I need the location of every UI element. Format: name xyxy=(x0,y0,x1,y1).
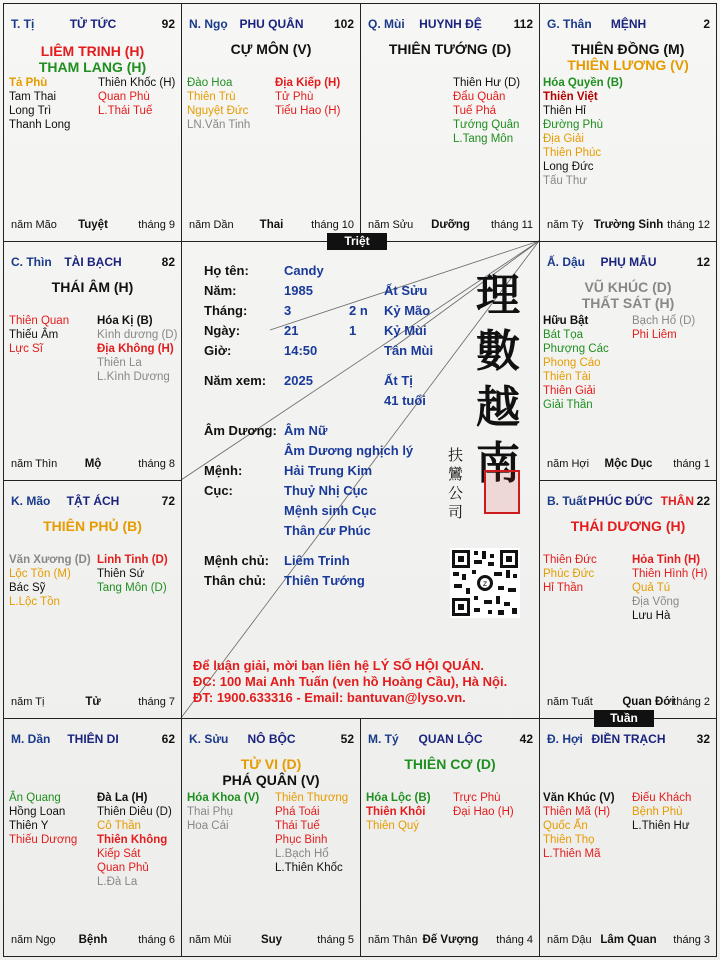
star: Phá Toái xyxy=(275,806,320,818)
palace-number: 82 xyxy=(161,255,175,269)
star: Thiên Tài xyxy=(543,371,591,383)
glyph: 越 xyxy=(476,382,520,433)
star: Thiên Thương xyxy=(275,792,349,804)
star: L.Tang Môn xyxy=(453,133,514,145)
star: Thiên Hình (H) xyxy=(632,568,708,580)
hour-label: Giờ: xyxy=(204,343,232,358)
star: Hoa Cái xyxy=(187,820,229,832)
star: Thiên La xyxy=(97,357,142,369)
star: Thiên Đức xyxy=(543,554,597,566)
can-chi: Đ. Hợi xyxy=(547,732,583,746)
star: Giải Thần xyxy=(543,399,593,411)
palace-hoi[interactable] xyxy=(539,718,717,957)
star: Kình dương (D) xyxy=(97,329,178,341)
star: Quan Phủ xyxy=(97,862,149,874)
palace-mui[interactable] xyxy=(360,3,540,242)
cuc-value-3: Thân cư Phúc xyxy=(284,523,371,538)
footer-year: năm Thìn xyxy=(11,458,58,470)
footer-stage: Tử xyxy=(85,696,101,708)
footer-month: tháng 7 xyxy=(138,696,175,708)
star: Tuế Phá xyxy=(453,105,497,117)
main-star: THẤT SÁT (H) xyxy=(581,295,675,311)
can-chi: M. Dần xyxy=(11,732,51,746)
footer-stage: Suy xyxy=(260,934,283,946)
star: Nguyệt Đức xyxy=(187,105,249,117)
star: Thiên Giải xyxy=(543,385,596,397)
star: Ân Quang xyxy=(9,792,61,804)
main-star: THIÊN ĐỒNG (M) xyxy=(571,41,685,57)
star: Địa Giải xyxy=(543,133,584,145)
star: L.Thái Tuế xyxy=(98,105,153,117)
thanchu-value: Thiên Tướng xyxy=(284,573,365,588)
palace-name: ĐIỀN TRẠCH xyxy=(591,732,666,746)
footer-stage: Tuyệt xyxy=(78,219,108,231)
palace-name: PHỤ MẪU xyxy=(600,255,657,269)
palace-name: MỆNH xyxy=(610,17,647,31)
palace-number: 2 xyxy=(703,17,710,31)
footer-month: tháng 11 xyxy=(490,219,533,231)
palace-than[interactable] xyxy=(539,3,717,242)
footer-stage: Đế Vượng xyxy=(422,934,479,946)
palace-number: 32 xyxy=(696,732,710,746)
hour-value: 14:50 xyxy=(284,343,318,358)
year-canchi: Ất Sửu xyxy=(384,283,428,298)
star: Lưu Hà xyxy=(632,610,671,622)
palace-number: 102 xyxy=(333,17,354,31)
name-label: Họ tên: xyxy=(204,263,249,278)
amduong-value-2: Âm Dương nghịch lý xyxy=(284,443,414,458)
year-label: Năm: xyxy=(204,283,237,298)
star: Thiên Sứ xyxy=(97,568,145,580)
menhchu-value: Liêm Trinh xyxy=(284,553,350,568)
star: Thiên Khốc (H) xyxy=(98,77,176,89)
star: Đào Hoa xyxy=(187,77,233,89)
star: Thiếu Âm xyxy=(9,329,59,341)
star: Hóa Lộc (B) xyxy=(366,792,431,804)
footer-month: tháng 10 xyxy=(311,219,354,231)
star: Thiên Quý xyxy=(366,820,420,832)
star: Bạch Hổ (D) xyxy=(632,315,696,327)
star: Địa Kiếp (H) xyxy=(275,77,341,89)
month-value: 3 xyxy=(284,303,292,318)
tuan-tag: Tuần xyxy=(594,710,654,727)
star: Đường Phù xyxy=(543,119,603,131)
qr-code xyxy=(450,548,520,618)
footer-year: năm Tý xyxy=(547,219,584,231)
star: Thiên Việt xyxy=(543,91,598,103)
footer-year: năm Dần xyxy=(189,219,234,231)
star: Phúc Đức xyxy=(543,568,595,580)
star: Linh Tinh (D) xyxy=(97,554,168,566)
palace-ty[interactable] xyxy=(3,3,182,242)
footer-month: tháng 8 xyxy=(138,458,175,470)
star: Long Trì xyxy=(9,105,52,117)
star: Phượng Các xyxy=(543,343,609,355)
star: Hữu Bật xyxy=(543,315,589,327)
star: Địa Võng xyxy=(632,596,680,608)
contact-line-1: Để luận giải, mời bạn liên hệ LÝ SỐ HỘI QUÁN. xyxy=(193,658,484,673)
palace-name: NÔ BỘC xyxy=(247,732,296,746)
star: Thiếu Dương xyxy=(9,834,78,846)
palace-number: 22 xyxy=(696,494,710,508)
footer-month: tháng 4 xyxy=(496,934,533,946)
footer-month: tháng 5 xyxy=(317,934,354,946)
calligraphy xyxy=(470,268,526,492)
star: Thiên Khôi xyxy=(366,806,426,818)
thanchu-label: Thân chủ: xyxy=(204,573,267,588)
triet-tag: Triệt xyxy=(327,233,387,250)
star: Tướng Quân xyxy=(453,119,520,131)
can-chi: Q. Mùi xyxy=(368,17,405,31)
star: Bác Sỹ xyxy=(9,582,46,594)
star: Hỏa Tinh (H) xyxy=(632,554,701,566)
day-extra: 1 xyxy=(349,323,357,338)
menh-label: Mệnh: xyxy=(204,463,243,478)
footer-year: năm Mão xyxy=(11,219,57,231)
star: L.Bạch Hổ xyxy=(275,848,329,860)
palace-number: 12 xyxy=(696,255,710,269)
contact-address: ĐC: 100 Mai Anh Tuấn (ven hồ Hoàng Cầu), Hà Nội. xyxy=(193,674,508,689)
star: L.Đà La xyxy=(97,876,138,888)
can-chi: B. Tuất xyxy=(547,494,587,508)
star: Tử Phù xyxy=(275,91,314,103)
footer-stage: Bệnh xyxy=(78,934,108,946)
can-chi: K. Sửu xyxy=(189,732,229,746)
palace-name: TÀI BẠCH xyxy=(64,255,122,269)
footer-year: năm Thân xyxy=(368,934,418,946)
palace-name: PHÚC ĐỨC xyxy=(588,494,653,508)
star: L.Thiên Khốc xyxy=(275,862,343,874)
palace-name: TỬ TỨC xyxy=(69,17,117,31)
main-star: THIÊN CƠ (D) xyxy=(404,756,496,772)
star: Thái Tuế xyxy=(275,820,320,832)
palace-dan[interactable] xyxy=(3,718,182,957)
footer-stage: Thai xyxy=(259,219,284,231)
star: Lộc Tồn (M) xyxy=(9,568,71,580)
contact-phone-email: ĐT: 1900.633316 - Email: bantuvan@lyso.vn. xyxy=(193,690,466,705)
month-label: Tháng: xyxy=(204,303,248,318)
cuc-value: Thuỷ Nhị Cục xyxy=(284,483,368,498)
star: Tả Phù xyxy=(9,77,48,89)
main-star: LIÊM TRINH (H) xyxy=(40,43,145,59)
palace-number: 112 xyxy=(513,17,533,31)
palace-number: 42 xyxy=(519,732,533,746)
seal-text: 扶鸞公司 xyxy=(448,446,464,521)
star: Thiên Phúc xyxy=(543,147,602,159)
footer-year: năm Tuất xyxy=(547,696,593,708)
star: Thiên Hư (D) xyxy=(453,77,521,89)
day-value: 21 xyxy=(284,323,299,338)
star: Hóa Quyền (B) xyxy=(543,77,623,89)
footer-stage: Quan Đới xyxy=(622,696,675,708)
menh-value: Hải Trung Kim xyxy=(284,463,373,478)
palace-number: 92 xyxy=(161,17,175,31)
star: Long Đức xyxy=(543,161,594,173)
year-value: 1985 xyxy=(284,283,313,298)
main-star: THÁI DƯƠNG (H) xyxy=(570,518,686,534)
palace-ty2[interactable] xyxy=(360,718,540,957)
palace-suu[interactable] xyxy=(181,718,361,957)
footer-year: năm Tị xyxy=(11,696,45,708)
footer-stage: Mộc Dục xyxy=(604,458,653,470)
star: Tam Thai xyxy=(9,91,57,103)
star: Thanh Long xyxy=(9,119,71,131)
star: Tang Môn (D) xyxy=(97,582,167,594)
age: 41 tuổi xyxy=(384,393,426,408)
palace-name: THIÊN DI xyxy=(67,732,119,746)
footer-month: tháng 2 xyxy=(673,696,710,708)
name-value: Candy xyxy=(284,263,324,278)
can-chi: T. Tị xyxy=(11,17,35,31)
footer-month: tháng 1 xyxy=(673,458,710,470)
star: Đẩu Quân xyxy=(453,91,506,103)
star: Thiên Diêu (D) xyxy=(97,806,172,818)
star: Quốc Ấn xyxy=(543,820,588,832)
palace-name: HUYNH ĐỆ xyxy=(419,17,482,31)
menhchu-label: Mệnh chủ: xyxy=(204,553,269,568)
footer-month: tháng 3 xyxy=(673,934,710,946)
footer-year: năm Mùi xyxy=(189,934,232,946)
palace-number: 72 xyxy=(161,494,175,508)
palace-mao[interactable] xyxy=(3,480,182,719)
star: L.Thiên Hư xyxy=(632,820,690,832)
view-year-label: Năm xem: xyxy=(204,373,267,388)
star: Lực Sĩ xyxy=(9,343,43,355)
main-star: PHÁ QUÂN (V) xyxy=(222,772,320,788)
glyph: 南 xyxy=(476,438,520,489)
star: Hồng Loan xyxy=(9,806,66,818)
footer-month: tháng 12 xyxy=(667,219,710,231)
amduong-label: Âm Dương: xyxy=(204,423,277,438)
star: Thiên Y xyxy=(9,820,49,832)
main-star: THÁI ÂM (H) xyxy=(51,279,134,295)
main-star: CỰ MÔN (V) xyxy=(230,41,312,57)
main-star: THIÊN LƯƠNG (V) xyxy=(567,57,689,73)
palace-ngo[interactable] xyxy=(181,3,361,242)
footer-month: tháng 9 xyxy=(138,219,175,231)
can-chi: K. Mão xyxy=(11,494,51,508)
star: Kiếp Sát xyxy=(97,848,141,860)
star: Thiên Mã (H) xyxy=(543,806,611,818)
palace-name: TẬT ÁCH xyxy=(66,494,120,508)
view-year-value: 2025 xyxy=(284,373,313,388)
palace-tuat[interactable] xyxy=(539,480,717,719)
main-star: VŨ KHÚC (D) xyxy=(584,279,672,295)
can-chi: G. Thân xyxy=(547,17,592,31)
day-label: Ngày: xyxy=(204,323,241,338)
star: Phục Binh xyxy=(275,834,328,846)
palace-number: 62 xyxy=(161,732,175,746)
day-canchi: Kỷ Mùi xyxy=(384,323,427,338)
star: Cô Thần xyxy=(97,820,141,832)
star: Bát Tọa xyxy=(543,329,584,341)
can-chi: M. Tý xyxy=(368,732,399,746)
main-star: TỬ VI (D) xyxy=(240,756,302,772)
star: Thiên Thọ xyxy=(543,834,595,846)
star: Quả Tú xyxy=(632,582,671,594)
palace-name: QUAN LỘC xyxy=(418,732,483,746)
palace-dau[interactable] xyxy=(539,241,717,481)
star: Hỉ Thần xyxy=(543,582,584,594)
main-star: THIÊN TƯỚNG (D) xyxy=(388,41,512,57)
star: L.Lộc Tồn xyxy=(9,596,60,608)
can-chi: N. Ngọ xyxy=(189,17,228,31)
star: Văn Khúc (V) xyxy=(543,792,615,804)
amduong-value: Âm Nữ xyxy=(284,423,328,438)
star: Điếu Khách xyxy=(632,792,692,804)
star: Phi Liêm xyxy=(632,329,677,341)
star: Thiên Trù xyxy=(187,91,236,103)
footer-stage: Trường Sinh xyxy=(593,219,664,231)
star: Tấu Thư xyxy=(543,175,587,187)
star: Thiên Quan xyxy=(9,315,70,327)
glyph: 數 xyxy=(476,326,520,377)
month-extra: 2 n xyxy=(349,303,368,318)
glyph: 理 xyxy=(476,270,520,321)
footer-stage: Dưỡng xyxy=(431,219,470,231)
footer-year: năm Ngọ xyxy=(11,934,56,946)
star: Văn Xương (D) xyxy=(9,554,91,566)
palace-name: PHU QUÂN xyxy=(239,17,304,31)
footer-stage: Mộ xyxy=(84,458,102,470)
main-star: THAM LANG (H) xyxy=(38,59,147,75)
star: Trực Phù xyxy=(453,792,501,804)
star: Quan Phù xyxy=(98,91,150,103)
can-chi: Ấ. Dậu xyxy=(547,255,586,269)
star: Hóa Khoa (V) xyxy=(187,792,260,804)
star: Thiên Không xyxy=(97,834,168,846)
hour-canchi: Tân Mùi xyxy=(384,343,434,358)
star: LN.Văn Tinh xyxy=(187,119,251,131)
footer-year: năm Dậu xyxy=(547,934,592,946)
star: L.Thiên Mã xyxy=(543,848,601,860)
view-year-canchi: Ất Tị xyxy=(384,373,413,388)
red-seal xyxy=(484,470,520,514)
cuc-value-2: Mệnh sinh Cục xyxy=(284,503,377,518)
star: Hóa Kị (B) xyxy=(97,315,153,327)
star: Tiểu Hao (H) xyxy=(275,105,341,117)
palace-number: 52 xyxy=(340,732,354,746)
footer-year: năm Sửu xyxy=(368,219,414,231)
than-marker: THÂN xyxy=(660,494,694,508)
can-chi: C. Thìn xyxy=(11,255,52,269)
star: Đại Hao (H) xyxy=(453,806,514,818)
star: Phong Cáo xyxy=(543,357,601,369)
footer-stage: Lâm Quan xyxy=(600,934,657,946)
svg-text:z: z xyxy=(482,579,488,588)
palace-thin[interactable] xyxy=(3,241,182,481)
star: Địa Không (H) xyxy=(97,343,174,355)
footer-year: năm Hợi xyxy=(547,458,590,470)
star: L.Kình Dương xyxy=(97,371,170,383)
month-canchi: Kỷ Mão xyxy=(384,303,431,318)
main-star: THIÊN PHỦ (B) xyxy=(43,518,142,534)
star: Thai Phụ xyxy=(187,806,234,818)
star: Thiên Hỉ xyxy=(543,105,586,117)
star: Đà La (H) xyxy=(97,792,148,804)
cuc-label: Cục: xyxy=(204,483,233,498)
star: Bệnh Phù xyxy=(632,806,683,818)
footer-month: tháng 6 xyxy=(138,934,175,946)
